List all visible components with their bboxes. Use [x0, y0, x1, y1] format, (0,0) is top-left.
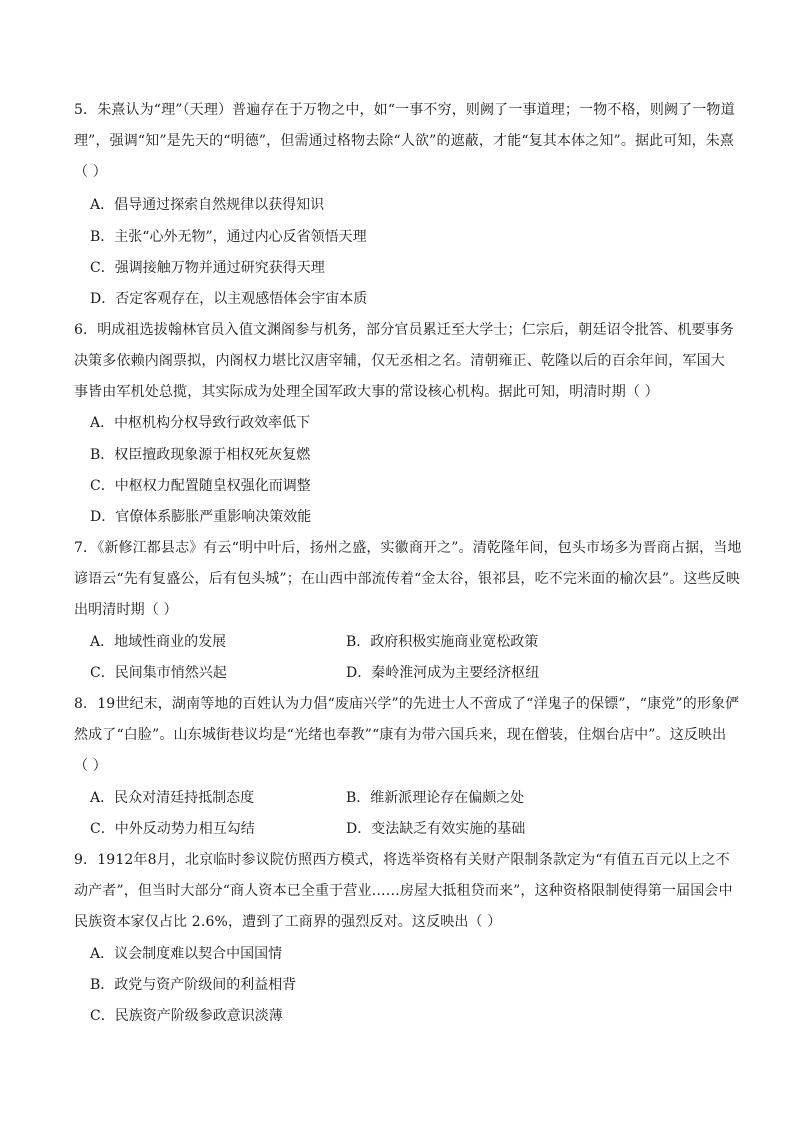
question-6-option-b: B．权臣擅政现象源于相权死灰复燃 [90, 447, 311, 463]
question-text-line: 5．朱熹认为“理”（天理）普遍存在于万物之中，如“一事不穷，则阙了一事道理；一物不格，则阙了一物道 [74, 102, 735, 118]
question-7-option-c: C．民间集市悄然兴起 [90, 665, 227, 681]
question-8-option-d: D．变法缺乏有效实施的基础 [346, 821, 526, 837]
answer-blank: （ ） [74, 164, 107, 180]
question-9-option-a: A．议会制度难以契合中国国情 [90, 946, 283, 962]
question-7-stem [74, 533, 742, 626]
question-text-line: 动产者”，但当时大部分“商人资本已全重于营业……房屋大抵租贷而来”，这种资格限制使得第一届国会中 [74, 883, 733, 899]
question-text-line: 6．明成祖选拔翰林官员入值文渊阁参与机务，部分官员累迁至大学士；仁宗后，朝廷诏令批答、机要事务 [74, 322, 734, 338]
question-9-option-b: B．政党与资产阶级间的利益相背 [90, 977, 297, 993]
question-text-line: 谚语云“先有复盛公，后有包头城”；在山西中部流传着“金太谷，银祁县，吃不完米面的榆次县”。这些反映 [74, 571, 740, 587]
answer-blank: （ ） [74, 758, 107, 774]
question-7-option-d: D．秦岭淮河成为主要经济枢纽 [346, 665, 540, 681]
question-6-stem [74, 315, 734, 408]
question-text-line: 8．19世纪末，湖南等地的百姓认为力倡“废庙兴学”的先进士人不啻成了“洋鬼子的保镖”，“康党”的形象俨 [74, 696, 740, 712]
question-6-option-c: C．中枢权力配置随皇权强化而调整 [90, 478, 311, 494]
question-text-line: 出明清时期（ ） [74, 602, 178, 618]
question-6-option-a: A．中枢机构分权导致行政效率低下 [90, 415, 311, 431]
question-9-stem [74, 845, 733, 938]
question-5-option-d: D．否定客观存在，以主观感悟体会宇宙本质 [90, 291, 368, 307]
question-5-option-b: B．主张“心外无物”，通过内心反省领悟天理 [90, 229, 367, 245]
question-text-line: 事皆由军机处总揽，其实际成为处理全国军政大事的常设核心机构。据此可知，明清时期（ ） [74, 384, 659, 400]
question-8-option-b: B．维新派理论存在偏颇之处 [346, 790, 525, 806]
question-6-option-d: D．官僚体系膨胀严重影响决策效能 [90, 509, 312, 525]
question-5-option-c: C．强调接触万物并通过研究获得天理 [90, 260, 325, 276]
question-text-line: 然成了“白脸”。山东城街巷议均是“光绪也奉教”“康有为带六国兵来，现在僧装，住烟台店中”。这反映出 [74, 727, 727, 743]
question-text-line: 9．1912年8月，北京临时参议院仿照西方模式，将选举资格有关财产限制条款定为“有值五百元以上之不 [74, 852, 730, 868]
question-8-option-c: C．中外反动势力相互勾结 [90, 821, 255, 837]
question-text-line: 决策多依赖内阁票拟，内阁权力堪比汉唐宰辅，仅无丞相之名。清朝雍正、乾隆以后的百余年间，军国大 [74, 353, 725, 369]
question-7-option-b: B．政府积极实施商业宽松政策 [346, 634, 539, 650]
question-8-option-a: A．民众对清廷持抵制态度 [90, 790, 255, 806]
question-text-line: 7．《新修江都县志》有云“明中叶后，扬州之盛，实徽商开之”。清乾隆年间，包头市场多为晋商占据，当地 [74, 540, 742, 556]
question-text-line: 理”，强调“知”是先天的“明德”，但需通过格物去除“人欲”的遮蔽，才能“复其本体之知”。据此可知，朱熹 [74, 133, 735, 149]
question-9-option-c: C．民族资产阶级参政意识淡薄 [90, 1008, 283, 1024]
question-5-option-a: A．倡导通过探索自然规律以获得知识 [90, 197, 325, 213]
question-text-line: 民族资本家仅占比 2.6%，遭到了工商界的强烈反对。这反映出（ ） [74, 914, 502, 930]
question-5-stem [74, 95, 735, 188]
question-7-option-a: A．地域性商业的发展 [90, 634, 227, 650]
question-8-stem [74, 689, 740, 782]
